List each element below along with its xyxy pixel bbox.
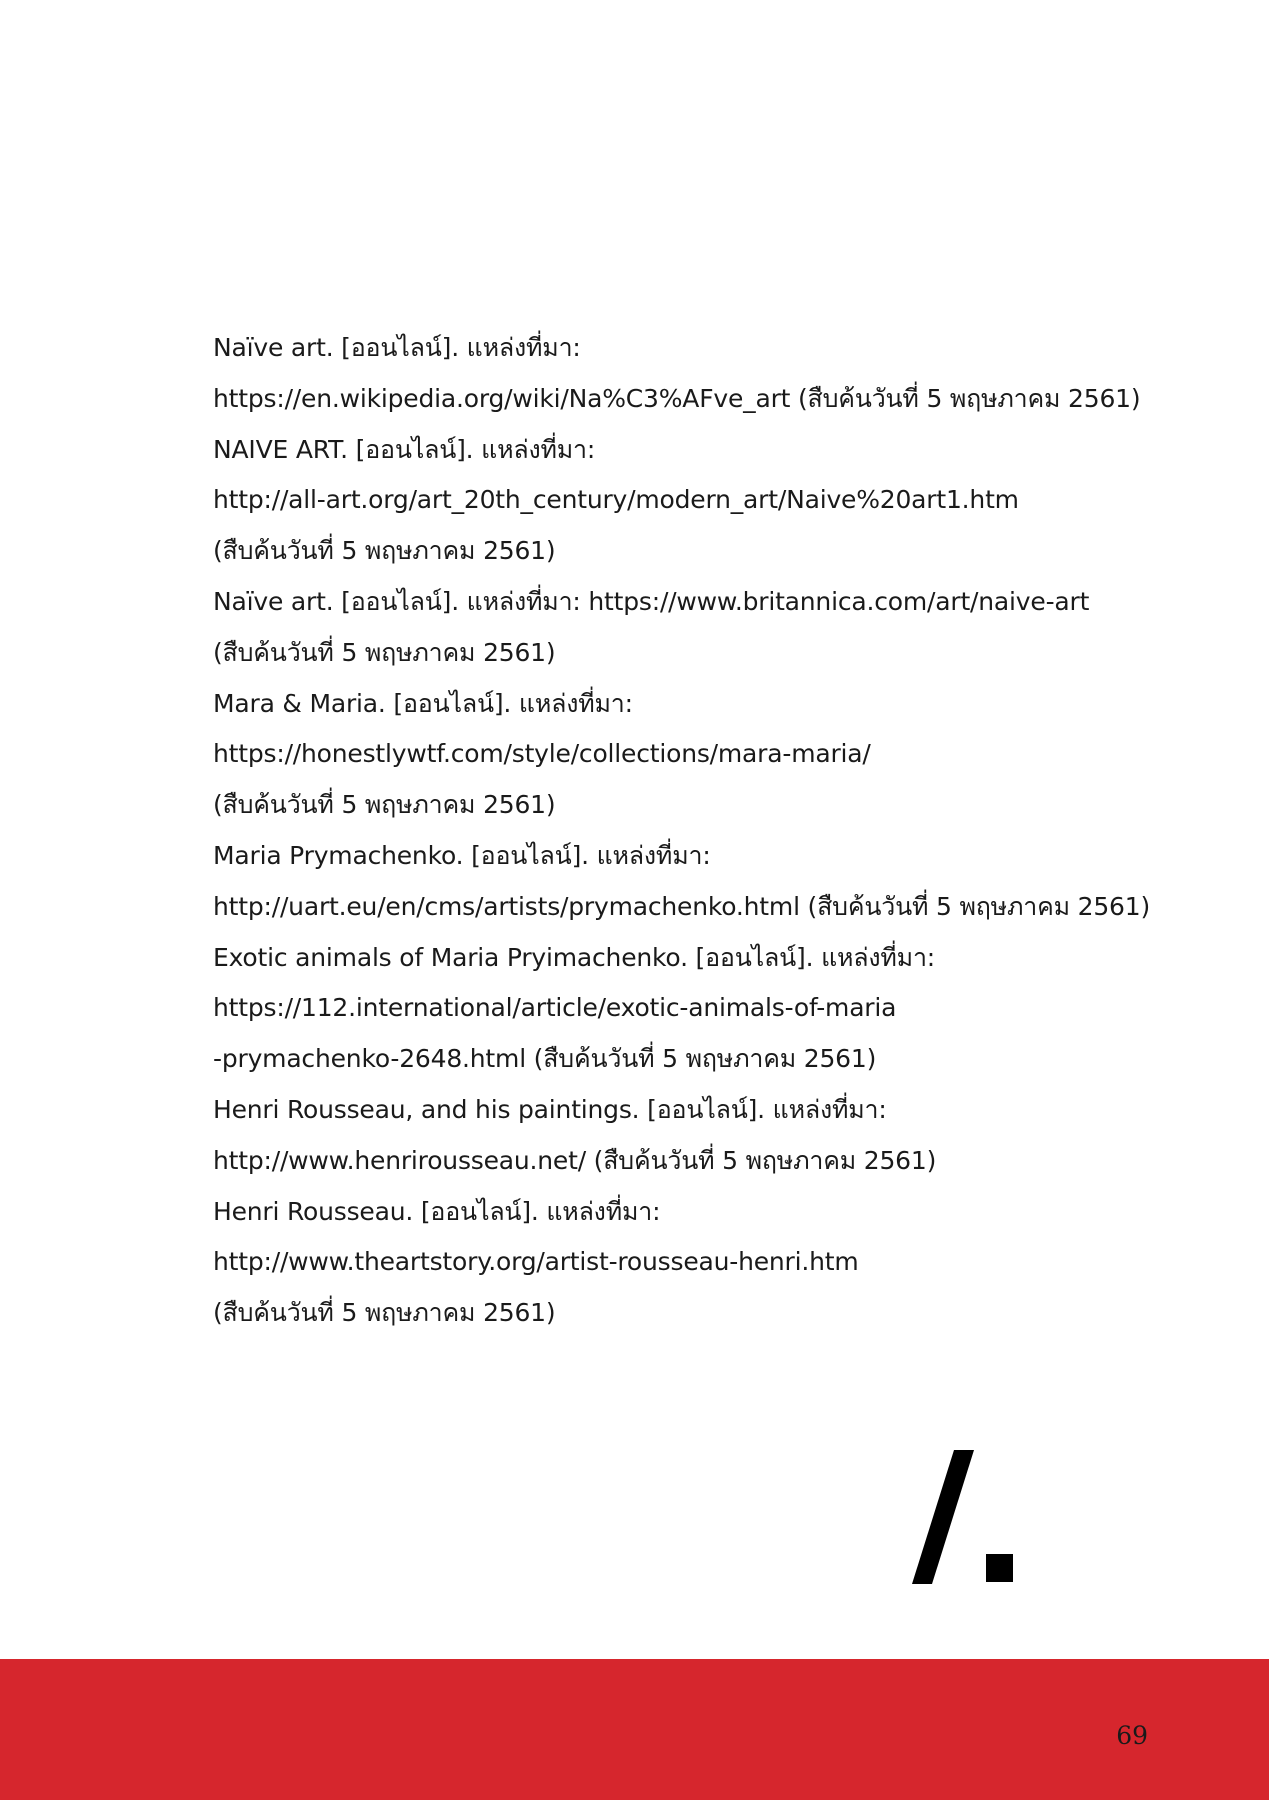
- reference-line: http://www.henrirousseau.net/ (สืบค้นวันที่ 5 พฤษภาคม 2561): [213, 1145, 937, 1175]
- reference-line: http://uart.eu/en/cms/artists/prymachenko.html (สืบค้นวันที่ 5 พฤษภาคม 2561): [213, 891, 1150, 921]
- reference-line: (สืบค้นวันที่ 5 พฤษภาคม 2561): [213, 536, 556, 566]
- reference-line: (สืบค้นวันที่ 5 พฤษภาคม 2561): [213, 637, 556, 667]
- reference-line: NAIVE ART. [ออนไลน์]. แหล่งที่มา:: [213, 434, 596, 464]
- reference-line: https://honestlywtf.com/style/collections/mara-maria/: [213, 739, 871, 769]
- logo-dot: [986, 1554, 1013, 1582]
- reference-line: Naïve art. [ออนไลน์]. แหล่งที่มา:: [213, 333, 581, 362]
- reference-line: Exotic animals of Maria Pryimachenko. [ออนไลน์]. แหล่งที่มา:: [213, 942, 936, 972]
- page-number: 69: [1116, 1721, 1148, 1750]
- reference-line: (สืบค้นวันที่ 5 พฤษภาคม 2561): [213, 790, 556, 820]
- reference-line: Henri Rousseau. [ออนไลน์]. แหล่งที่มา:: [213, 1196, 661, 1226]
- reference-line: Maria Prymachenko. [ออนไลน์]. แหล่งที่มา:: [213, 840, 711, 870]
- slash-dot-logo-icon: [908, 1450, 1020, 1590]
- reference-line: (สืบค้นวันที่ 5 พฤษภาคม 2561): [213, 1298, 556, 1328]
- reference-line: https://en.wikipedia.org/wiki/Na%C3%AFve_art (สืบค้นวันที่ 5 พฤษภาคม 2561): [213, 383, 1141, 413]
- reference-line: http://all-art.org/art_20th_century/modern_art/Naive%20art1.htm: [213, 485, 1019, 515]
- reference-line: -prymachenko-2648.html (สืบค้นวันที่ 5 พฤษภาคม 2561): [213, 1044, 877, 1074]
- footer-band: [0, 1659, 1269, 1800]
- reference-line: Henri Rousseau, and his paintings. [ออนไลน์]. แหล่งที่มา:: [213, 1094, 887, 1124]
- logo-slash: [912, 1450, 974, 1584]
- reference-line: Mara & Maria. [ออนไลน์]. แหล่งที่มา:: [213, 688, 633, 718]
- reference-line: http://www.theartstory.org/artist-rousseau-henri.htm: [213, 1247, 859, 1277]
- reference-line: https://112.international/article/exotic-animals-of-maria: [213, 993, 897, 1023]
- reference-line: Naïve art. [ออนไลน์]. แหล่งที่มา: https://www.britannica.com/art/naive-art: [213, 586, 1090, 616]
- reference-list: [213, 327, 1213, 1343]
